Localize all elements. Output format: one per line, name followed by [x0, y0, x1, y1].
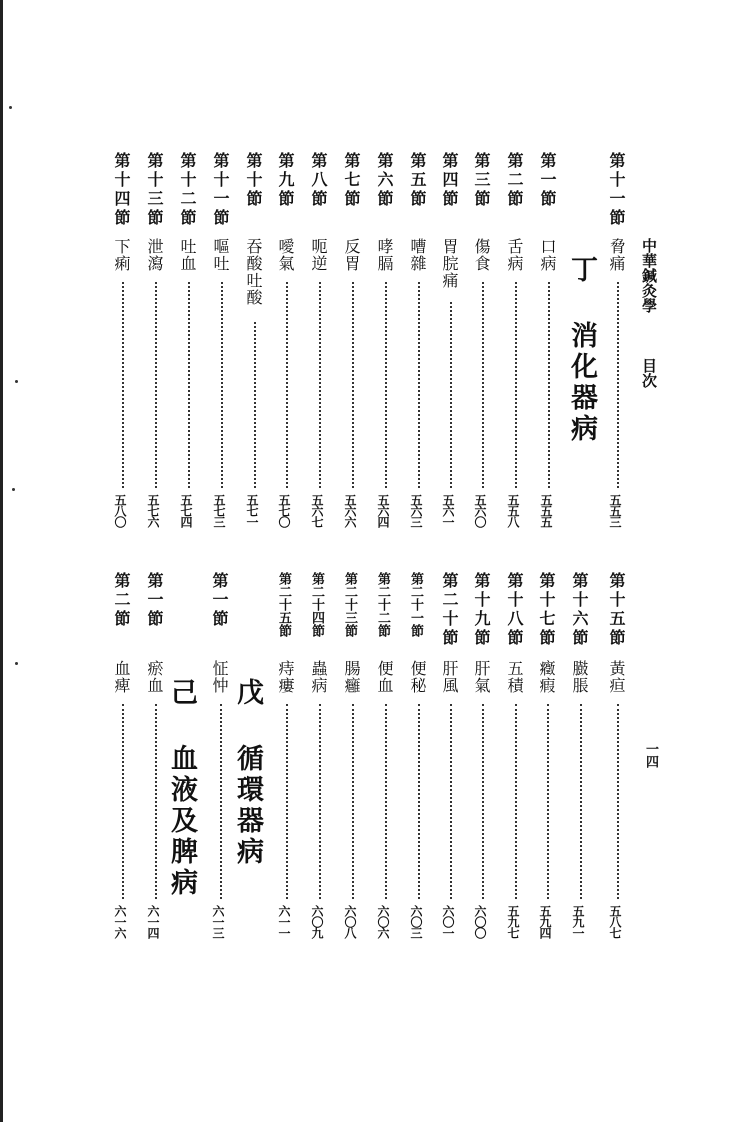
toc-section-number: 第二十二節: [375, 572, 390, 637]
toc-section-number: 第十三節: [145, 152, 164, 228]
toc-page-number: 五八〇: [113, 494, 127, 527]
toc-section-number: 第十一節: [211, 152, 230, 228]
leader-dots: [188, 282, 190, 488]
leader-dots: [122, 282, 124, 488]
toc-section-number: 第二十四節: [309, 572, 324, 637]
leader-dots: [548, 282, 550, 488]
toc-entry-title: 五積: [505, 660, 524, 694]
chapter-heading-wu: 戊 循環器病: [232, 678, 263, 868]
toc-page-number: 五五三: [608, 494, 622, 527]
toc-section-number: 第四節: [440, 152, 459, 209]
toc-section-number: 第十五節: [607, 572, 626, 648]
toc-page-number: 六一一: [277, 905, 291, 938]
toc-entry-title: 肝氣: [472, 660, 491, 694]
toc-section-number: 第一節: [538, 152, 557, 209]
toc-section-number: 第十七節: [537, 572, 556, 648]
leader-dots: [385, 704, 387, 899]
leader-dots: [286, 282, 288, 488]
toc-page-number: 六〇三: [409, 905, 423, 938]
toc-section-number: 第十二節: [178, 152, 197, 228]
toc-section-number: 第二十五節: [276, 572, 291, 637]
toc-page-number: 五八七: [608, 905, 622, 938]
toc-section-number: 第二十節: [440, 572, 459, 648]
toc-section-number: 第一節: [210, 572, 229, 629]
toc-entry-title: 吞酸吐酸: [244, 238, 263, 306]
toc-entry-title: 下痢: [112, 238, 131, 272]
page-binding-edge: [0, 0, 3, 1122]
toc-entry-title: 怔忡: [210, 660, 229, 694]
toc-section-number: 第十節: [244, 152, 263, 209]
toc-entry-title: 泄瀉: [145, 238, 164, 272]
leader-dots: [580, 704, 582, 899]
toc-page-number: 六〇八: [343, 905, 357, 938]
toc-entry-title: 便血: [375, 660, 394, 694]
toc-page-number: 五七六: [146, 494, 160, 527]
toc-page-number: 五六四: [376, 494, 390, 527]
leader-dots: [482, 282, 484, 488]
leader-dots: [515, 704, 517, 899]
leader-dots: [352, 704, 354, 899]
toc-section-number: 第五節: [408, 152, 427, 209]
toc-entry-title: 嘈雜: [408, 238, 427, 272]
toc-page-number: 六一六: [113, 905, 127, 938]
scan-speck: [15, 380, 18, 383]
toc-entry-title: 癥瘕: [537, 660, 556, 694]
leader-dots: [515, 282, 517, 488]
toc-page-number: 五六六: [343, 494, 357, 527]
toc-section-number: 第七節: [342, 152, 361, 209]
toc-entry-title: 血痺: [112, 660, 131, 694]
toc-page-number: 六一三: [211, 905, 225, 938]
toc-section-number: 第二節: [112, 572, 131, 629]
toc-page-number: 五九四: [538, 905, 552, 938]
scan-speck: [9, 106, 12, 109]
toc-page-number: 五六七: [310, 494, 324, 527]
scan-speck: [15, 662, 18, 665]
toc-entry-title: 反胃: [342, 238, 361, 272]
toc-section-number: 第二十一節: [408, 572, 423, 637]
toc-entry-title: 肝風: [440, 660, 459, 694]
toc-page-number: 五九一: [571, 905, 585, 938]
leader-dots: [352, 282, 354, 488]
toc-section-number: 第八節: [309, 152, 328, 209]
toc-page-number: 五七〇: [277, 494, 291, 527]
chapter-heading-ding: 丁 消化器病: [566, 255, 597, 445]
toc-entry-title: 腸癰: [342, 660, 361, 694]
toc-section-number: 第十一節: [607, 152, 626, 228]
leader-dots: [617, 704, 619, 899]
toc-entry-title: 胃脘痛: [440, 238, 459, 289]
toc-entry-title: 痔瘻: [276, 660, 295, 694]
toc-page-number: 六〇六: [376, 905, 390, 938]
book-title: 中華鍼灸學: [640, 238, 658, 313]
toc-entry-title: 噯氣: [276, 238, 295, 272]
toc-page-number: 六〇一: [441, 905, 455, 938]
toc-section-number: 第二節: [505, 152, 524, 209]
toc-entry-title: 哮膈: [375, 238, 394, 272]
toc-page-number: 五七三: [212, 494, 226, 527]
toc-entry-title: 臌脹: [570, 660, 589, 694]
leader-dots: [617, 282, 619, 488]
toc-entry-title: 舌病: [505, 238, 524, 272]
leader-dots: [122, 704, 124, 899]
leader-dots: [286, 704, 288, 899]
leader-dots: [155, 704, 157, 899]
toc-entry-title: 便秘: [408, 660, 427, 694]
toc-entry-title: 傷食: [472, 238, 491, 272]
toc-page-number: 五六一: [441, 494, 455, 527]
leader-dots: [220, 704, 222, 899]
leader-dots: [319, 282, 321, 488]
leader-dots: [319, 704, 321, 899]
leader-dots: [418, 282, 420, 488]
toc-page-number: 五六三: [409, 494, 423, 527]
toc-section-number: 第三節: [472, 152, 491, 209]
toc-page-number: 五五八: [506, 494, 520, 527]
toc-entry-title: 脅痛: [607, 238, 626, 272]
chapter-heading-ji: 己 血液及脾病: [166, 678, 197, 899]
toc-entry-title: 口病: [538, 238, 557, 272]
toc-section-number: 第六節: [375, 152, 394, 209]
leader-dots: [450, 302, 452, 488]
toc-page-number: 五七一: [245, 494, 259, 527]
section-label: 目次: [640, 358, 658, 388]
leader-dots: [155, 282, 157, 488]
toc-entry-title: 吐血: [178, 238, 197, 272]
toc-page-number: 五九七: [506, 905, 520, 938]
toc-entry-title: 蟲病: [309, 660, 328, 694]
toc-page-number: 五七四: [179, 494, 193, 527]
toc-page-number: 六一四: [146, 905, 160, 938]
toc-section-number: 第十四節: [112, 152, 131, 228]
toc-page-number: 五五五: [539, 494, 553, 527]
toc-section-number: 第十九節: [472, 572, 491, 648]
toc-page-number: 六〇九: [310, 905, 324, 938]
toc-entry-title: 呃逆: [309, 238, 328, 272]
leader-dots: [482, 704, 484, 899]
leader-dots: [221, 282, 223, 488]
leader-dots: [547, 704, 549, 899]
page-number: 一四: [643, 742, 658, 768]
toc-section-number: 第十八節: [505, 572, 524, 648]
toc-section-number: 第二十三節: [342, 572, 357, 637]
leader-dots: [254, 322, 256, 488]
leader-dots: [385, 282, 387, 488]
toc-entry-title: 瘀血: [145, 660, 164, 694]
toc-page-number: 六〇〇: [473, 905, 487, 938]
leader-dots: [450, 704, 452, 899]
toc-section-number: 第十六節: [570, 572, 589, 648]
toc-section-number: 第一節: [145, 572, 164, 629]
toc-entry-title: 黃疸: [607, 660, 626, 694]
toc-section-number: 第九節: [276, 152, 295, 209]
scan-speck: [12, 488, 15, 491]
toc-page-number: 五六〇: [473, 494, 487, 527]
leader-dots: [418, 704, 420, 899]
toc-entry-title: 嘔吐: [211, 238, 230, 272]
